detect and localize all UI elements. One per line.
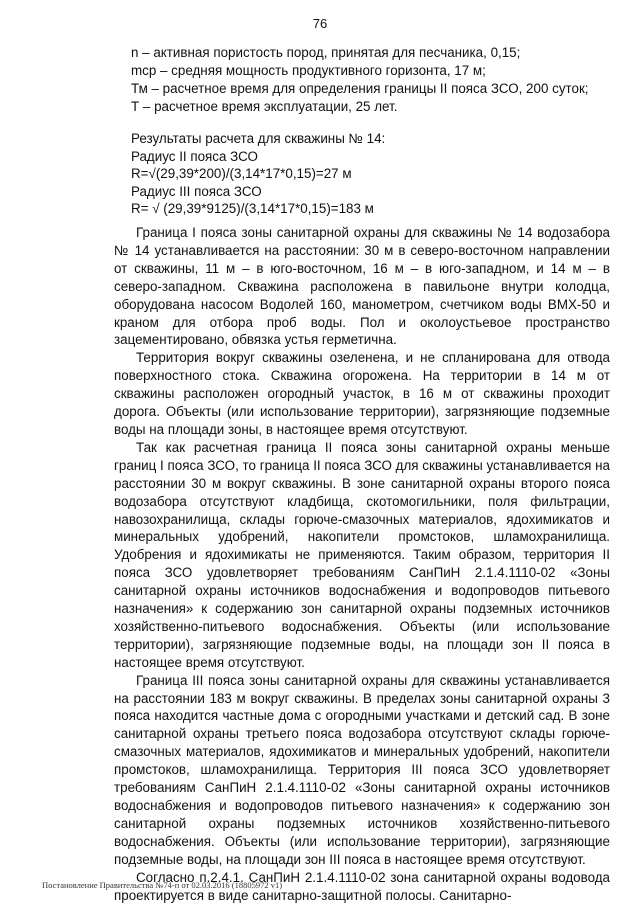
- results-heading: Результаты расчета для скважины № 14:: [131, 131, 386, 146]
- definition-line: n – активная пористость пород, принятая для песчаника, 0,15;: [131, 45, 521, 60]
- paragraph-territory: Территория вокруг скважины озеленена, и не спланирована для отвода поверхностного стока. Скважина огорожена. На территории в 14 м от скважины расположен огородный участок, в 16 м от скважины проходит дорога. Объекты (или использование территории), загрязняющие подземные воды на площади зоны, в настоящее время отсутствуют.: [114, 350, 610, 437]
- body-text: [114, 224, 610, 904]
- definition-line: Тм – расчетное время для определения границы II пояса ЗСО, 200 суток;: [131, 81, 589, 96]
- radius-ii-formula: R=√(29,39*200)/(3,14*17*0,15)=27 м: [131, 166, 352, 181]
- paragraph-zone-ii: Так как расчетная граница II пояса зоны санитарной охраны меньше границ I пояса ЗСО, то граница II пояса ЗСО для скважины устанавливается на расстоянии 30 м вокруг скважины. В зоне санитарной охраны второго пояса водозабора отсутствуют кладбища, скотомогильники, поля фильтрации, навозохранилища, склады горюче-смазочных материалов, ядохимикатов и минеральных удобрений, накопители промстоков, шламохранилища. Удобрения и ядохимикаты не применяются. Таким образом, территория II пояса ЗСО удовлетворяет требованиям СанПиН 2.1.4.1110-02 «Зоны санитарной охраны источников водоснабжения и водопроводов питьевого назначения» к содержанию зон санитарной охраны подземных источников хозяйственно-питьевого водоснабжения. Объекты (или использование территории), загрязняющие подземные воды, на площади зон II пояса в настоящее время отсутствуют.: [114, 439, 610, 670]
- variable-definitions: [131, 44, 611, 116]
- paragraph-conduit: Согласно п.2.4.1. СанПиН 2.1.4.1110-02 зона санитарной охраны водовода проектируется в виде санитарно-защитной полосы. Санитарно-: [114, 869, 610, 903]
- radius-ii-label: Радиус II пояса ЗСО: [131, 148, 258, 164]
- radius-iii-label: Радиус III пояса ЗСО: [131, 183, 262, 199]
- radius-iii-formula: R= √ (29,39*9125)/(3,14*17*0,15)=183 м: [131, 201, 374, 216]
- definition-line: mср – средняя мощность продуктивного горизонта, 17 м;: [131, 63, 486, 78]
- paragraph-zone-iii: Граница III пояса зоны санитарной охраны для скважины устанавливается на расстоянии 183 м вокруг скважины. В пределах зоны санитарной охраны 3 пояса находится частные дома с огородными участками и детский сад. В зоне санитарной охраны третьего пояса водозабора отсутствуют склады горюче-смазочных материалов, ядохимикатов и минеральных удобрений, накопители промстоков, шламохранилища. Территория III пояса ЗСО удовлетворяет требованиям СанПиН 2.1.4.1110-02 «Зоны санитарной охраны источников водоснабжения и водопроводов питьевого назначения» к содержанию зон санитарной охраны подземных источников хозяйственно-питьевого водоснабжения. Объекты (или использование территории), загрязняющие подземные воды, на площади зон III пояса в настоящее время отсутствуют.: [114, 672, 610, 867]
- definition-line: Т – расчетное время эксплуатации, 25 лет.: [131, 99, 398, 114]
- calculation-results: [131, 130, 611, 218]
- page-number: 76: [312, 16, 328, 31]
- paragraph-zone-i: Граница I пояса зоны санитарной охраны для скважины № 14 водозабора № 14 устанавливается на расстоянии: 30 м в северо-восточном направлении от скважины, 11 м – в юго-восточном, 16 м – в юго-западном, и 14 м – в северо-западном. Скважина расположена в павильоне внутри колодца, оборудована насосом Водолей 160, манометром, счетчиком воды ВМХ-50 и краном для отбора проб воды. Пол и околоустьевое пространство зацементировано, обвязка устья герметична.: [114, 225, 610, 348]
- footer-reference: Постановление Правительства №74-п от 02.03.2016 (18805972 v1): [42, 880, 283, 890]
